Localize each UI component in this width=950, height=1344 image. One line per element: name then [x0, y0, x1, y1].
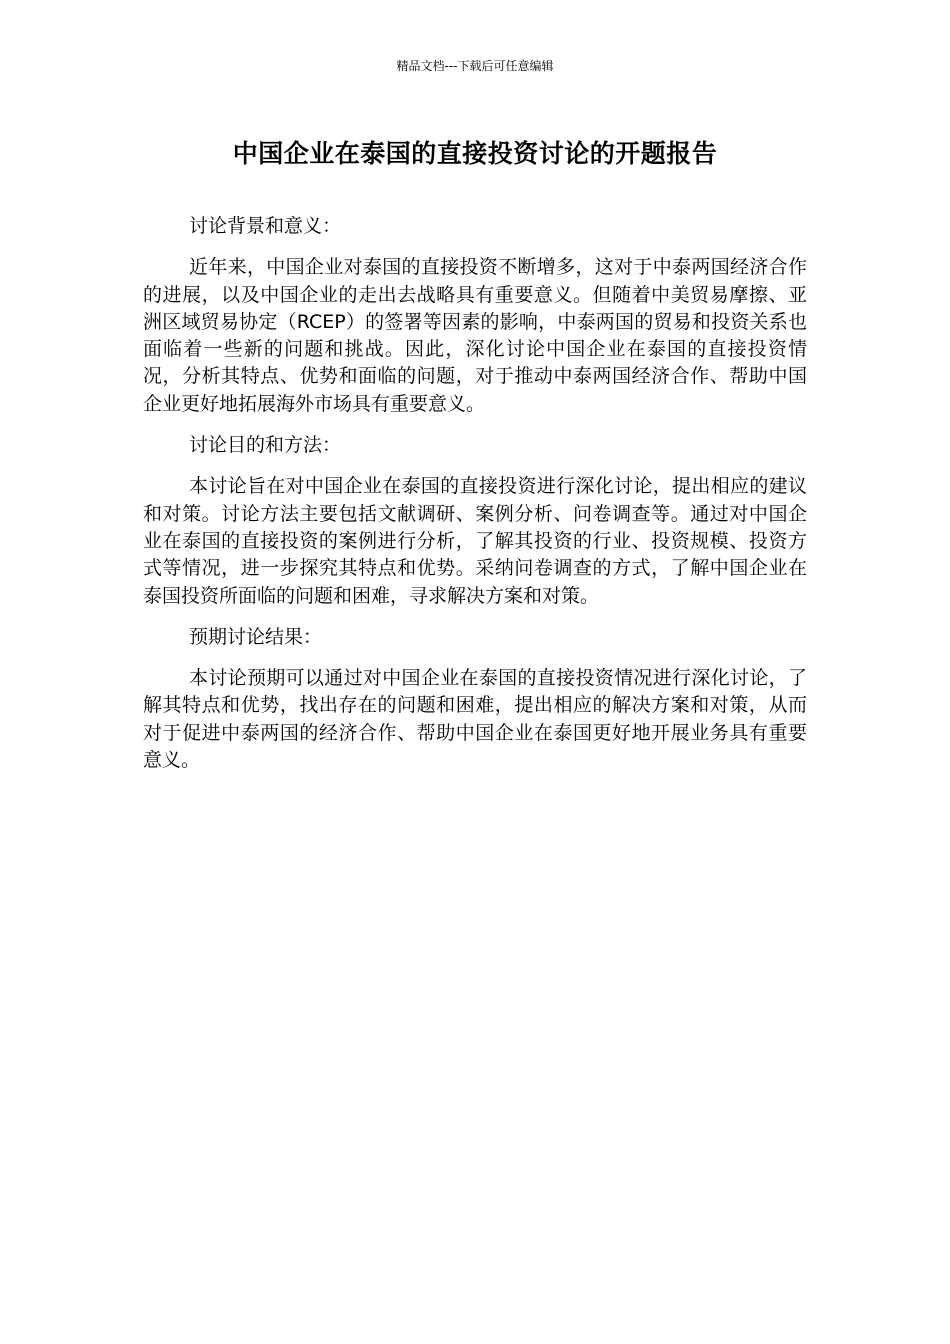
paragraph-background: 近年来，中国企业对泰国的直接投资不断增多，这对于中泰两国经济合作的进展，以及中国企业的走出去战略具有重要意义。但随着中美贸易摩擦、亚洲区域贸易协定（RCEP）的签署等因素的影响，中泰两国的贸易和投资关系也面临着一些新的问题和挑战。因此，深化讨论中国企业在泰国的直接投资情况，分析其特点、优势和面临的问题，对于推动中泰两国经济合作、帮助中国企业更好地拓展海外市场具有重要意义。 — [143, 256, 807, 415]
section-heading-background: 讨论背景和意义： — [189, 215, 342, 237]
document-body — [143, 213, 807, 788]
document-title: 中国企业在泰国的直接投资讨论的开题报告 — [232, 139, 718, 168]
paragraph-purpose-method: 本讨论旨在对中国企业在泰国的直接投资进行深化讨论，提出相应的建议和对策。讨论方法主要包括文献调研、案例分析、问卷调查等。通过对中国企业在泰国的直接投资的案例进行分析，了解其投资的行业、投资规模、投资方式等情况，进一步探究其特点和优势。采纳问卷调查的方式，了解中国企业在泰国投资所面临的问题和困难，寻求解决方案和对策。 — [143, 475, 807, 607]
paragraph-expected-results: 本讨论预期可以通过对中国企业在泰国的直接投资情况进行深化讨论，了解其特点和优势，找出存在的问题和困难，提出相应的解决方案和对策，从而对于促进中泰两国的经济合作、帮助中国企业在泰国更好地开展业务具有重要意义。 — [143, 667, 807, 772]
section-heading-expected-results: 预期讨论结果： — [189, 625, 323, 648]
section-heading-purpose-method: 讨论目的和方法： — [189, 434, 342, 457]
header-note: 精品文档---下载后可任意编辑 — [396, 59, 554, 73]
